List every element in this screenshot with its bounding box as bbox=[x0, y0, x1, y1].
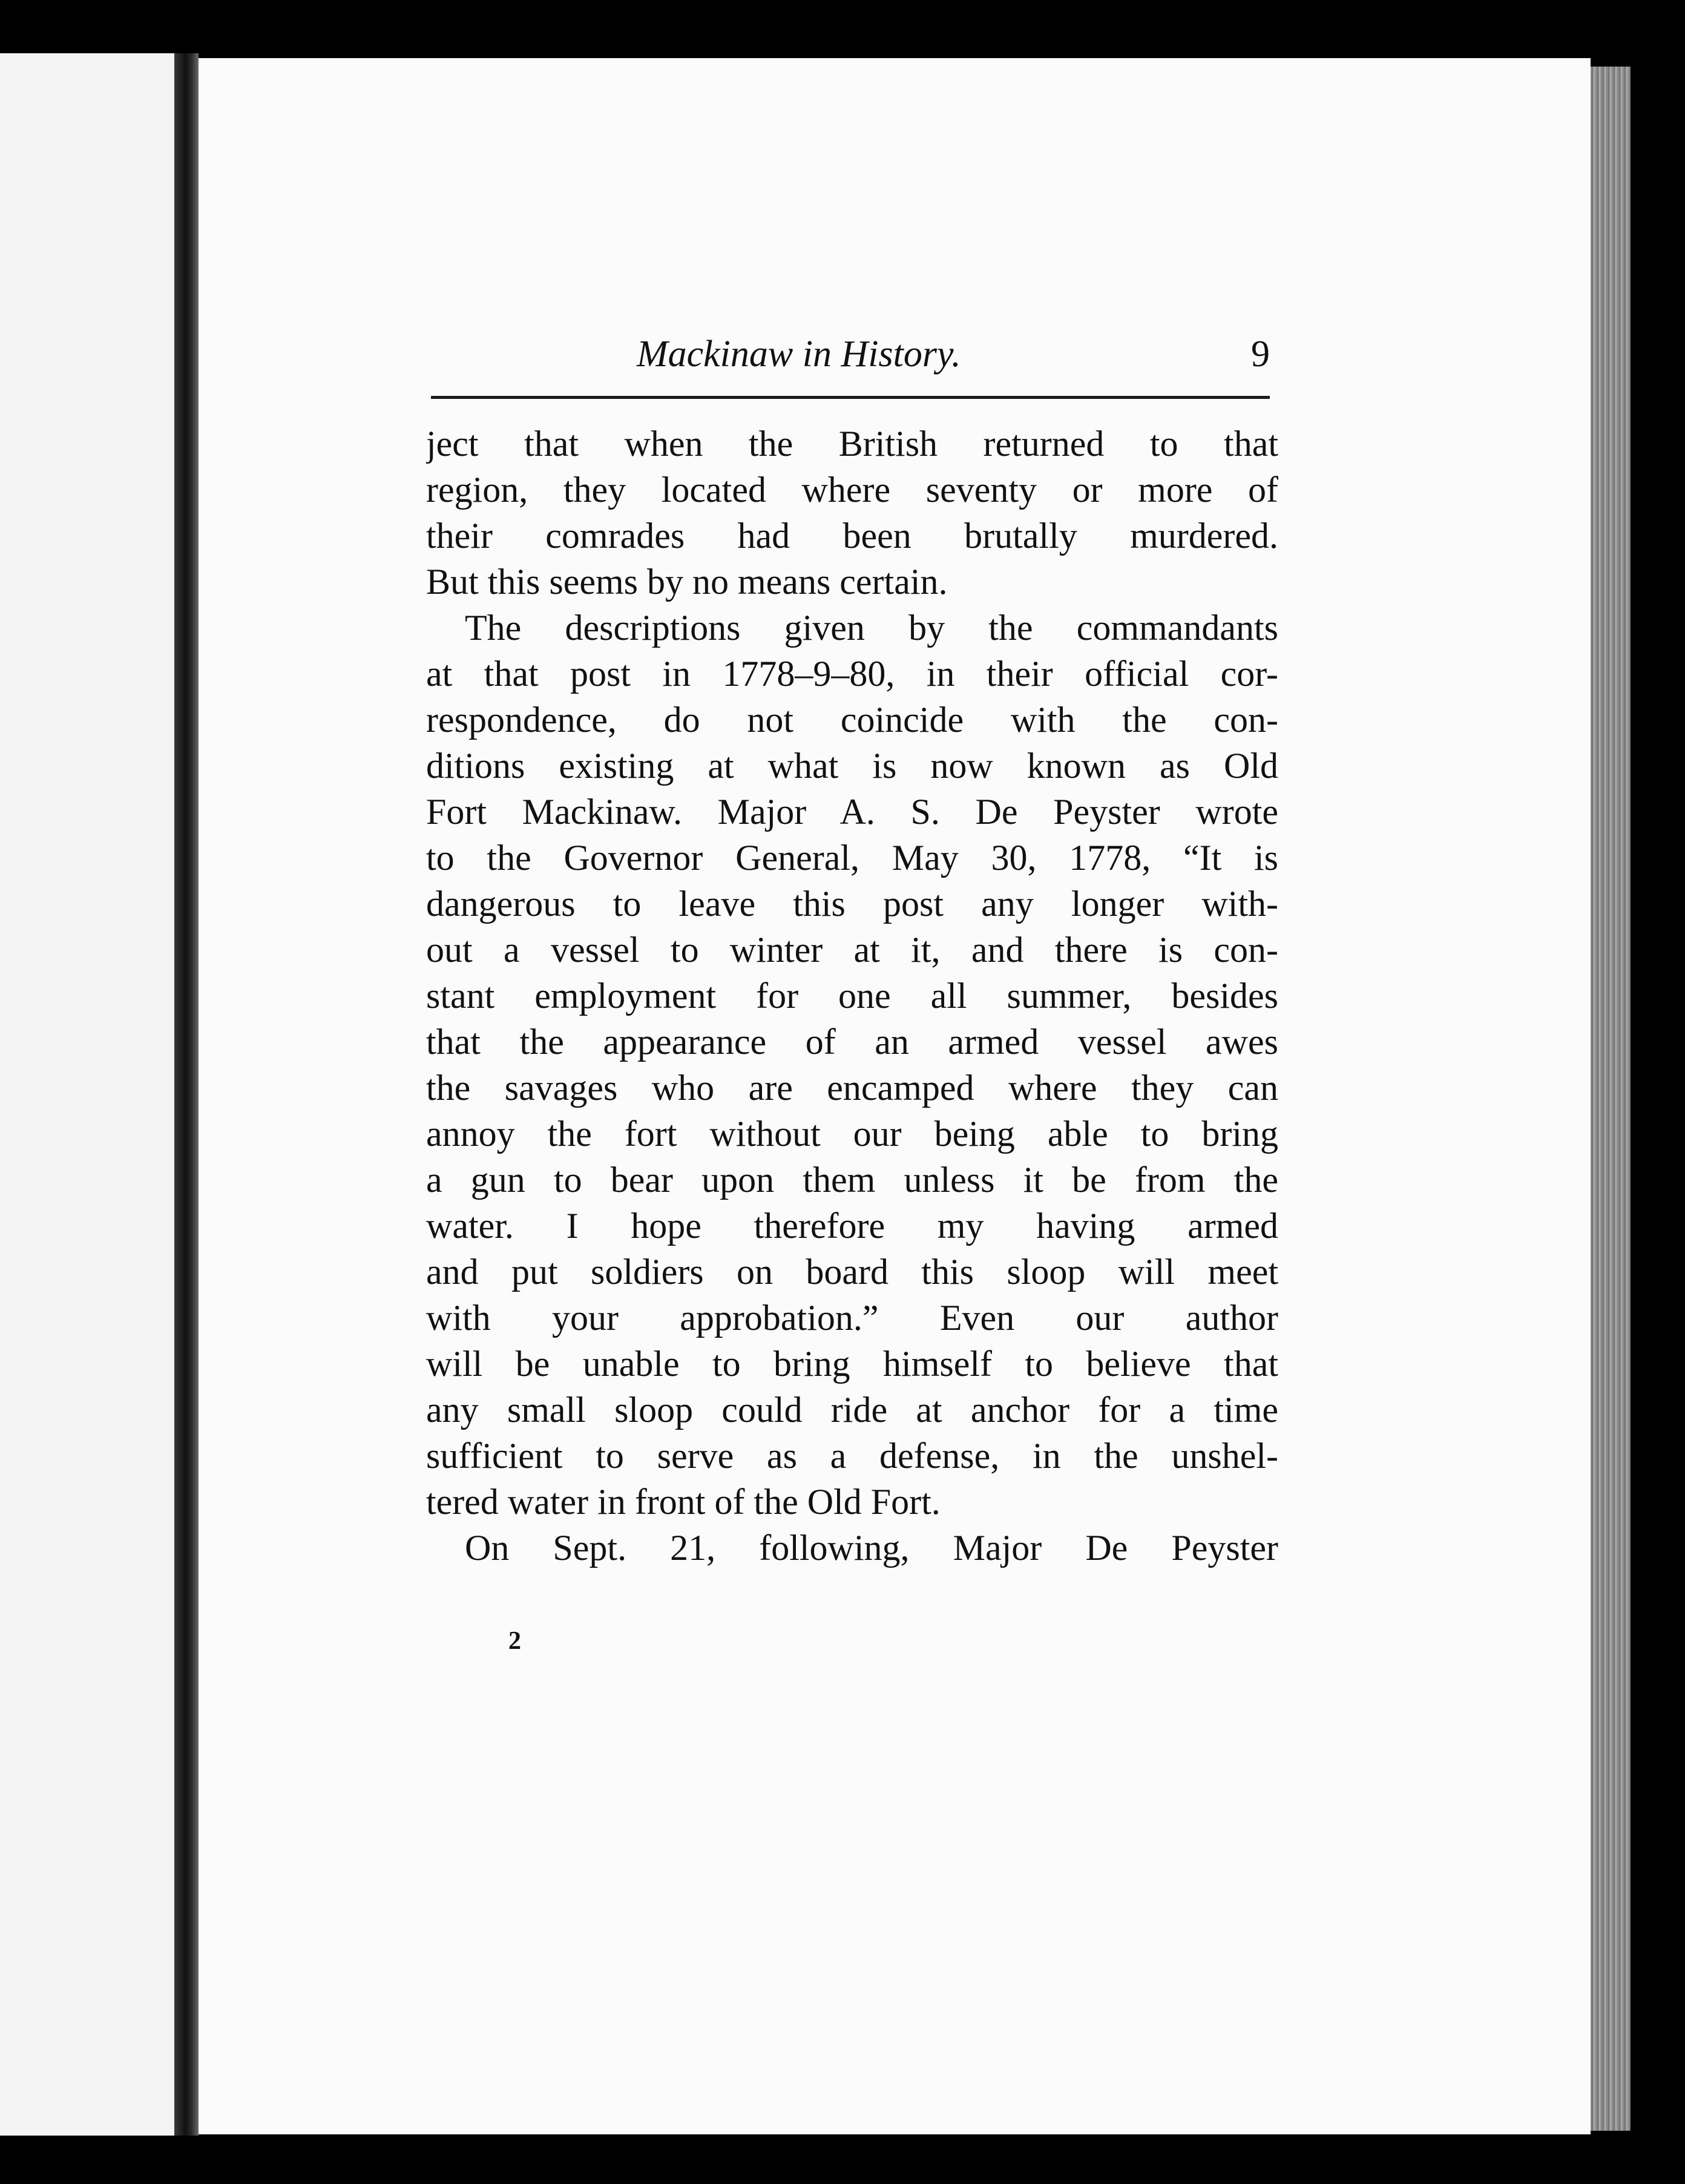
text-line: On Sept. 21, following, Major De Peyster bbox=[465, 1528, 1278, 1568]
running-title: Mackinaw in History. bbox=[637, 334, 961, 375]
page-edge-stack bbox=[1591, 67, 1631, 2131]
page-number: 9 bbox=[1251, 334, 1270, 375]
text-line: stant employment for one all summer, besides bbox=[426, 976, 1278, 1016]
left-page-margin bbox=[0, 53, 174, 2136]
text-line: that the appearance of an armed vessel awes bbox=[426, 1022, 1278, 1062]
text-line: water. I hope therefore my having armed bbox=[426, 1206, 1278, 1246]
text-line: with your approbation.” Even our author bbox=[426, 1298, 1278, 1338]
text-line: at that post in 1778–9–80, in their official cor- bbox=[426, 654, 1278, 694]
text-line: ject that when the British returned to that bbox=[426, 424, 1278, 464]
text-line: tered water in front of the Old Fort. bbox=[426, 1482, 941, 1522]
text-line: Fort Mackinaw. Major A. S. De Peyster wrote bbox=[426, 792, 1278, 832]
text-line: out a vessel to winter at it, and there is con- bbox=[426, 930, 1278, 970]
text-line: dangerous to leave this post any longer with- bbox=[426, 884, 1278, 924]
text-line: The descriptions given by the commandants bbox=[465, 608, 1278, 648]
text-line: sufficient to serve as a defense, in the unshel- bbox=[426, 1436, 1278, 1476]
text-line: But this seems by no means certain. bbox=[426, 562, 948, 602]
text-line: the savages who are encamped where they can bbox=[426, 1068, 1278, 1108]
text-line: respondence, do not coincide with the con- bbox=[426, 700, 1278, 740]
page-header bbox=[431, 327, 1270, 381]
header-rule bbox=[431, 396, 1270, 399]
text-line: a gun to bear upon them unless it be from the bbox=[426, 1160, 1278, 1200]
body-text bbox=[426, 421, 1278, 1571]
text-line: any small sloop could ride at anchor for a time bbox=[426, 1390, 1278, 1430]
text-line: region, they located where seventy or more of bbox=[426, 470, 1278, 510]
text-line: to the Governor General, May 30, 1778, “It is bbox=[426, 838, 1278, 878]
text-line: and put soldiers on board this sloop will meet bbox=[426, 1252, 1278, 1292]
text-line: will be unable to bring himself to believe that bbox=[426, 1344, 1278, 1384]
text-line: their comrades had been brutally murdered. bbox=[426, 516, 1278, 556]
book-gutter bbox=[174, 53, 199, 2136]
text-line: annoy the fort without our being able to bring bbox=[426, 1114, 1278, 1154]
signature-mark: 2 bbox=[508, 1627, 521, 1655]
text-line: ditions existing at what is now known as Old bbox=[426, 746, 1278, 786]
